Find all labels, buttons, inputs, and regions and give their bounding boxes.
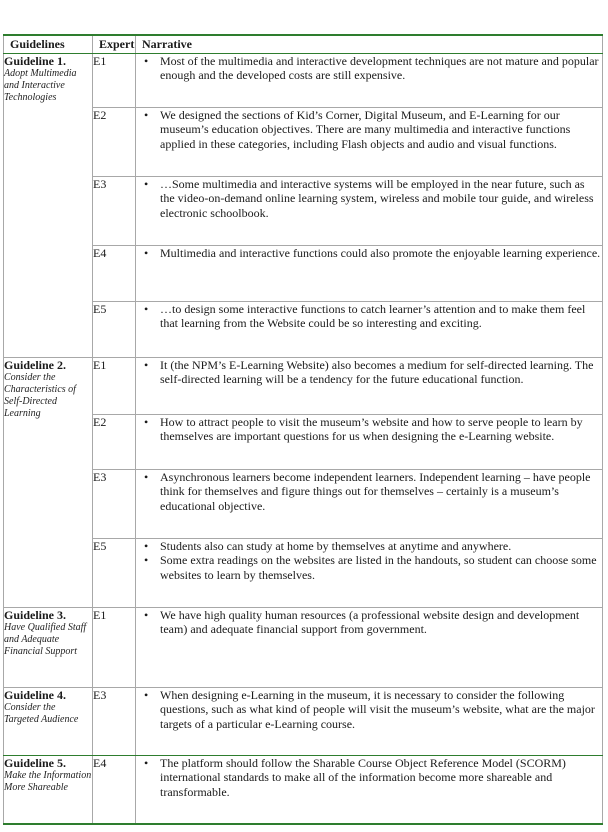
table-row — [4, 756, 603, 824]
expert-cell: E4 — [93, 246, 136, 302]
narrative-text: We have high quality human resources (a professional website design and development team) and adequate financial support from government. — [160, 608, 580, 637]
narrative-text: The platform should follow the Sharable Course Object Reference Model (SCORM) international standards to make all of the information become more shareable and transformable. — [160, 756, 566, 799]
bullet-icon: • — [144, 553, 149, 568]
narrative-cell — [136, 246, 603, 302]
guideline-title: Guideline 4. — [4, 688, 67, 702]
bullet-icon: • — [144, 470, 149, 484]
expert-cell: E1 — [93, 54, 136, 108]
narrative-item — [144, 302, 602, 331]
table-row — [4, 415, 603, 470]
table-body — [4, 54, 603, 824]
expert-cell: E4 — [93, 756, 136, 824]
guideline-title: Guideline 2. — [4, 358, 67, 372]
guideline-cell — [4, 688, 93, 756]
narrative-text: Multimedia and interactive functions could also promote the enjoyable learning experience. — [160, 246, 601, 260]
expert-cell: E2 — [93, 108, 136, 177]
narrative-list — [136, 177, 602, 220]
narrative-list — [136, 470, 602, 513]
bullet-icon: • — [144, 108, 149, 122]
guideline-title: Guideline 5. — [4, 756, 67, 770]
narrative-cell — [136, 688, 603, 756]
narrative-list — [136, 688, 602, 731]
header-narrative: Narrative — [136, 35, 603, 54]
narrative-cell — [136, 470, 603, 539]
narrative-cell — [136, 108, 603, 177]
narrative-list — [136, 539, 602, 582]
narrative-item — [144, 539, 602, 553]
narrative-text: Asynchronous learners become independent learners. Independent learning – have people think for themselves and figure things out for themselves – certainly is a museum’s educational objective. — [160, 470, 591, 513]
table-row — [4, 302, 603, 358]
table-row — [4, 470, 603, 539]
narrative-list — [136, 54, 602, 83]
narrative-item — [144, 246, 602, 260]
narrative-item — [144, 470, 602, 513]
narrative-text: …Some multimedia and interactive systems will be employed in the near future, such as the video-on-demand online learning system, wireless and mobile tour guide, and wireless electronic schoolbook. — [160, 177, 594, 220]
narrative-text: We designed the sections of Kid’s Corner, Digital Museum, and E-Learning for our museum’s education objectives. There are many multimedia and interactive functions applied in these categories, including Flash objects and audio and visual functions. — [160, 108, 571, 151]
narrative-text: How to attract people to visit the museum’s website and how to serve people to learn by themselves are important questions for us when designing the e-Learning website. — [160, 415, 583, 444]
bullet-icon: • — [144, 54, 149, 68]
guideline-subtitle: Make the Information More Shareable — [4, 770, 92, 793]
table-header-row — [4, 35, 603, 54]
table-row — [4, 358, 603, 415]
narrative-list — [136, 246, 602, 260]
narrative-list — [136, 756, 602, 799]
expert-cell: E1 — [93, 608, 136, 688]
narrative-item — [144, 177, 602, 220]
narrative-cell — [136, 177, 603, 246]
narrative-item — [144, 553, 602, 582]
narrative-list — [136, 358, 602, 387]
expert-cell: E5 — [93, 539, 136, 608]
expert-cell: E1 — [93, 358, 136, 415]
bullet-icon: • — [144, 608, 149, 622]
guideline-title: Guideline 1. — [4, 54, 67, 68]
narrative-list — [136, 415, 602, 444]
guideline-cell — [4, 756, 93, 824]
table-row — [4, 54, 603, 108]
narrative-text: Students also can study at home by themselves at anytime and anywhere. — [160, 539, 512, 553]
narrative-text: Most of the multimedia and interactive development techniques are not mature and popular enough and the developed costs are still expensive. — [160, 54, 599, 83]
narrative-item — [144, 688, 602, 731]
expert-cell: E3 — [93, 177, 136, 246]
guidelines-table — [3, 34, 603, 825]
expert-cell: E5 — [93, 302, 136, 358]
bullet-icon: • — [144, 756, 149, 770]
narrative-text: It (the NPM’s E-Learning Website) also becomes a medium for self-directed learning. The self-directed learning will be a tendency for the future educational function. — [160, 358, 594, 387]
bullet-icon: • — [144, 177, 149, 191]
bullet-icon: • — [144, 358, 149, 372]
header-guidelines: Guidelines — [4, 35, 93, 54]
guideline-cell — [4, 358, 93, 608]
narrative-cell — [136, 539, 603, 608]
table-row — [4, 608, 603, 688]
narrative-item — [144, 608, 602, 637]
bullet-icon: • — [144, 539, 149, 553]
table-row — [4, 246, 603, 302]
narrative-item — [144, 54, 602, 83]
narrative-cell — [136, 54, 603, 108]
table-row — [4, 539, 603, 608]
narrative-item — [144, 415, 602, 444]
narrative-cell — [136, 608, 603, 688]
header-expert: Expert — [93, 35, 136, 54]
expert-cell: E3 — [93, 688, 136, 756]
guideline-cell — [4, 54, 93, 358]
guideline-subtitle: Consider the Targeted Audience — [4, 702, 79, 725]
narrative-cell — [136, 302, 603, 358]
expert-cell: E2 — [93, 415, 136, 470]
table-row — [4, 688, 603, 756]
bullet-icon: • — [144, 246, 149, 260]
guideline-subtitle: Consider the Characteristics of Self-Directed Learning — [4, 372, 76, 419]
narrative-list — [136, 108, 602, 151]
narrative-item — [144, 108, 602, 151]
guideline-cell — [4, 608, 93, 688]
narrative-item — [144, 358, 602, 387]
narrative-text: …to design some interactive functions to catch learner’s attention and to make them feel that learning from the Website could be so interesting and exciting. — [160, 302, 586, 331]
narrative-cell — [136, 415, 603, 470]
table-row — [4, 177, 603, 246]
narrative-item — [144, 756, 602, 799]
bullet-icon: • — [144, 415, 149, 429]
guideline-subtitle: Have Qualified Staff and Adequate Financial Support — [4, 622, 87, 657]
expert-cell: E3 — [93, 470, 136, 539]
guideline-subtitle: Adopt Multimedia and Interactive Technologies — [4, 68, 77, 103]
narrative-list — [136, 608, 602, 637]
table-row — [4, 108, 603, 177]
narrative-text: When designing e-Learning in the museum, it is necessary to consider the following questions, such as what kind of people will visit the museum’s website, what are the major targets of a particular e-Learning course. — [160, 688, 595, 731]
bullet-icon: • — [144, 302, 149, 316]
narrative-cell — [136, 358, 603, 415]
guideline-title: Guideline 3. — [4, 608, 67, 622]
bullet-icon: • — [144, 688, 149, 702]
narrative-cell — [136, 756, 603, 824]
narrative-text: Some extra readings on the websites are listed in the handouts, so student can choose some websites to learn by themselves. — [160, 553, 597, 582]
narrative-list — [136, 302, 602, 331]
